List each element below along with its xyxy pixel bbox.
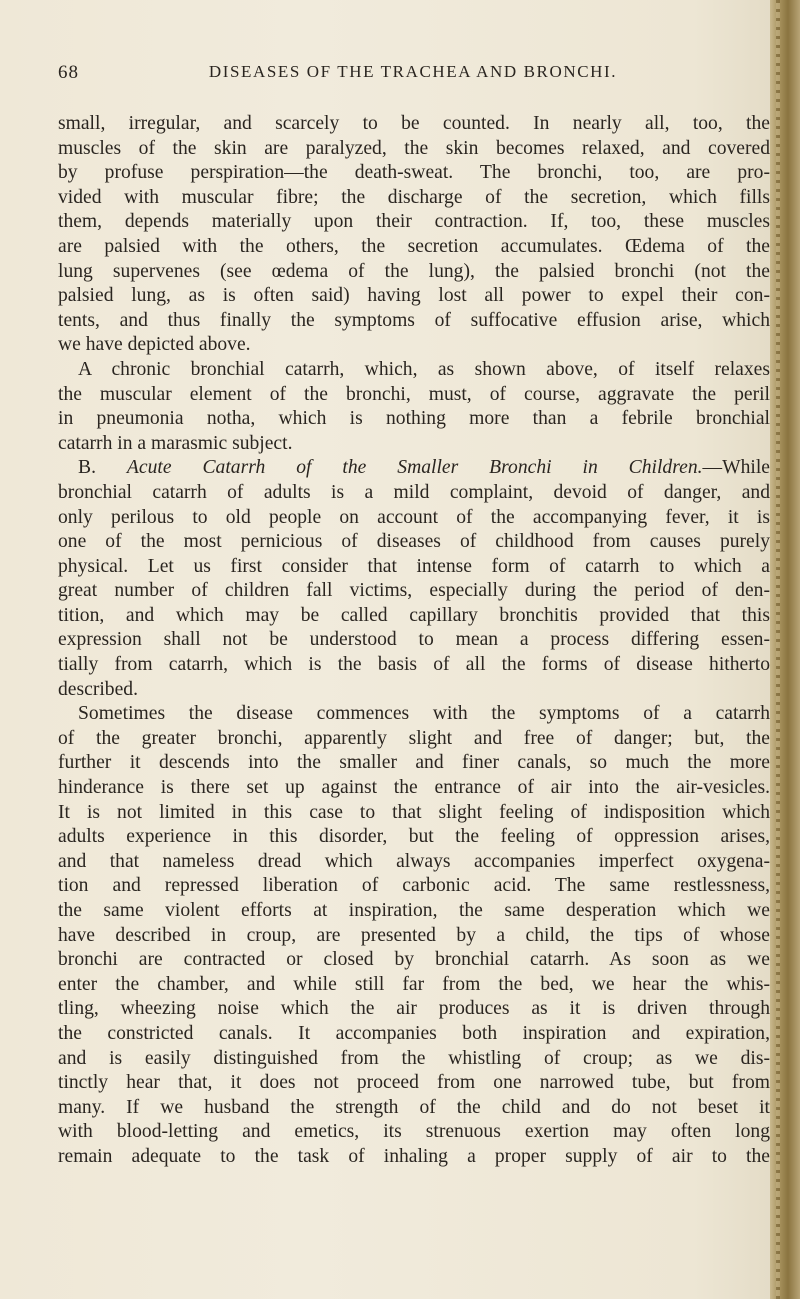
section-heading-rest: —While: [702, 457, 770, 479]
text-line: and that nameless dread which always accompanies imperfect oxygena-: [58, 850, 770, 872]
text-line: tinctly hear that, it does not proceed from one narrowed tube, but from: [58, 1072, 770, 1094]
text-line: bronchi are contracted or closed by bronchial catarrh. As soon as we: [58, 949, 770, 971]
text-line: expression shall not be understood to mean a process differing essen-: [58, 629, 770, 651]
running-title: DISEASES OF THE TRACHEA AND BRONCHI.: [208, 62, 618, 81]
text-line: tially from catarrh, which is the basis of all the forms of disease hitherto: [58, 654, 770, 676]
text-line: small, irregular, and scarcely to be counted. In nearly all, too, the: [58, 113, 770, 134]
text-line: further it descends into the smaller and finer canals, so much the more: [58, 752, 770, 774]
page-header: [58, 62, 768, 90]
text-line: A chronic bronchial catarrh, which, as shown above, of itself relaxes: [78, 358, 770, 380]
text-line: bronchial catarrh of adults is a mild complaint, devoid of danger, and: [58, 481, 770, 503]
text-line: and is easily distinguished from the whistling of croup; as we dis-: [58, 1047, 770, 1069]
text-line: only perilous to old people on account of the accompanying fever, it is: [58, 506, 770, 528]
text-line: tition, and which may be called capillary bronchitis provided that this: [58, 604, 770, 626]
text-line: the muscular element of the bronchi, must, of course, aggravate the peril: [58, 383, 770, 405]
text-line: It is not limited in this case to that slight feeling of indisposition which: [58, 801, 770, 823]
text-line: remain adequate to the task of inhaling a proper supply of air to the: [58, 1145, 770, 1167]
text-line: we have depicted above.: [58, 334, 251, 356]
section-heading: Acute Catarrh of the Smaller Bronchi in Children.: [126, 457, 703, 479]
text-line: the constricted canals. It accompanies both inspiration and expiration,: [58, 1022, 770, 1044]
text-line: tion and repressed liberation of carbonic acid. The same restlessness,: [58, 875, 770, 897]
text-line: by profuse perspiration—the death-sweat. The bronchi, too, are pro-: [58, 162, 770, 184]
text-line: tling, wheezing noise which the air produces as it is driven through: [58, 998, 770, 1020]
text-line: with blood-letting and emetics, its strenuous exertion may often long: [58, 1121, 770, 1143]
text-line: adults experience in this disorder, but the feeling of oppression arises,: [58, 826, 770, 848]
page-number: 68: [58, 62, 79, 83]
text-line: enter the chamber, and while still far from the bed, we hear the whis-: [58, 973, 770, 995]
text-line: have described in croup, are presented by a child, the tips of whose: [58, 924, 770, 946]
text-line: them, depends materially upon their contraction. If, too, these muscles: [58, 211, 770, 233]
text-line: catarrh in a marasmic subject.: [58, 432, 293, 454]
text-line: of the greater bronchi, apparently slight and free of danger; but, the: [58, 727, 770, 749]
text-line: palsied lung, as is often said) having lost all power to expel their con-: [58, 285, 770, 307]
text-line: in pneumonia notha, which is nothing more than a febrile bronchial: [58, 408, 770, 430]
text-line: hinderance is there set up against the entrance of air into the air-vesicles.: [58, 777, 770, 799]
text-line: are palsied with the others, the secretion accumulates. Œdema of the: [58, 235, 770, 257]
section-heading-line: [58, 456, 770, 481]
text-line: Sometimes the disease commences with the symptoms of a catarrh: [78, 703, 770, 725]
text-line: one of the most pernicious of diseases of childhood from causes purely: [58, 531, 770, 553]
text-line: great number of children fall victims, especially during the period of den-: [58, 580, 770, 602]
text-line: the same violent efforts at inspiration, the same desperation which we: [58, 900, 770, 921]
text-line: many. If we husband the strength of the child and do not beset it: [58, 1096, 770, 1118]
body-text: [58, 112, 770, 1170]
text-line: muscles of the skin are paralyzed, the skin becomes relaxed, and covered: [58, 137, 770, 159]
page-gutter-edge: [770, 0, 800, 1299]
text-line: vided with muscular fibre; the discharge of the secretion, which fills: [58, 186, 770, 208]
text-line: tents, and thus finally the symptoms of suffocative effusion arise, which: [58, 309, 770, 331]
text-line: lung supervenes (see œdema of the lung), the palsied bronchi (not the: [58, 260, 770, 282]
text-line: physical. Let us first consider that intense form of catarrh to which a: [58, 555, 770, 577]
text-line: described.: [58, 678, 138, 700]
section-label: B.: [78, 457, 127, 479]
